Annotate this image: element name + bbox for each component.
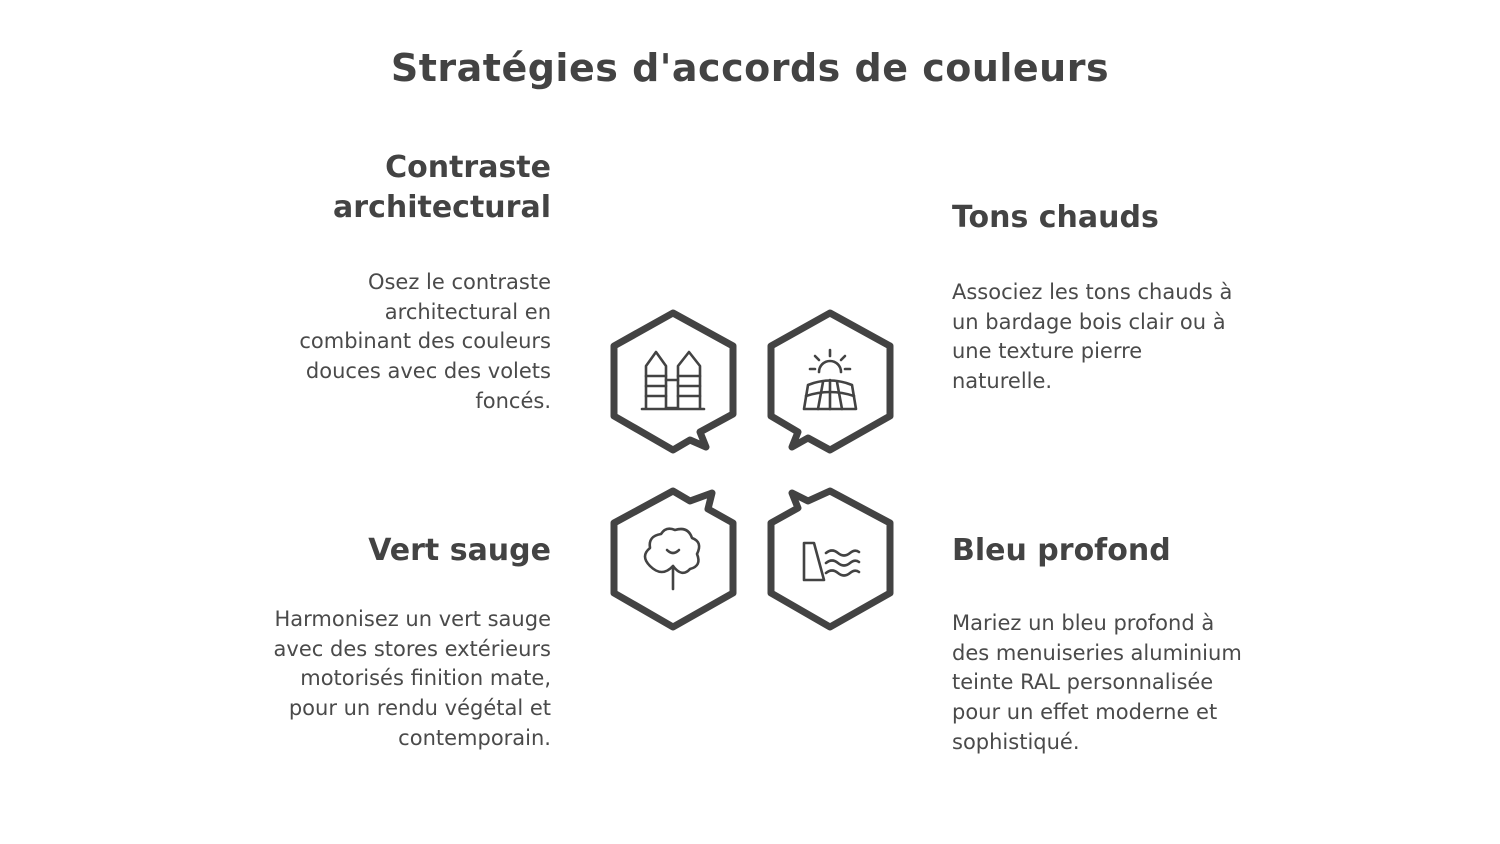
strategy-heading: Tons chauds [952,200,1159,235]
strategy-heading: Bleu profond [952,533,1171,568]
dam-water-icon [804,543,859,580]
hexagon-top-left [614,313,733,450]
tree-icon [645,529,699,589]
strategy-description: Mariez un bleu profond à des menuiseries aluminium teinte RAL personnalisée pour un effet moderne et sophistiqué. [952,611,1242,754]
buildings-icon [642,352,704,409]
sunrise-field-icon [804,350,856,409]
strategy-description: Harmonisez un vert sauge avec des stores extérieurs motorisés finition mate, pour un rendu végétal et contemporain. [273,607,551,750]
hexagon-bottom-right [771,491,890,627]
strategy-heading: Contraste architectural [333,150,551,225]
strategy-heading: Vert sauge [368,533,551,568]
strategy-description: Osez le contraste architectural en combinant des couleurs douces avec des volets foncés. [299,270,551,413]
strategy-description: Associez les tons chauds à un bardage bois clair ou à une texture pierre naturelle. [952,280,1233,394]
hexagon-bottom-left [614,491,733,627]
page-title: Stratégies d'accords de couleurs [390,46,1110,90]
